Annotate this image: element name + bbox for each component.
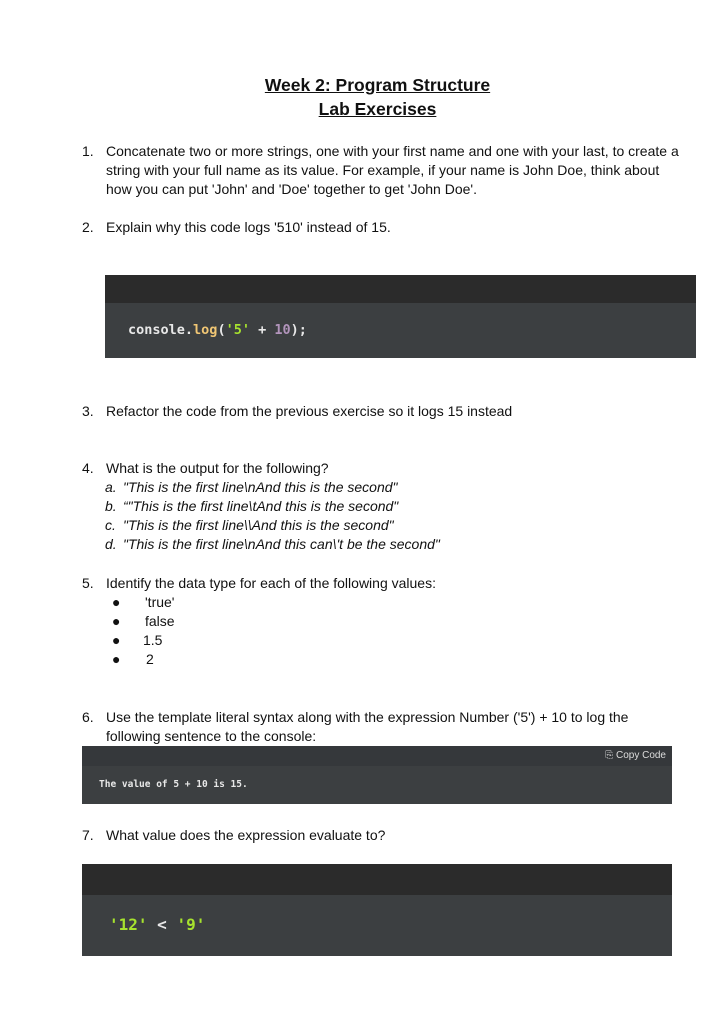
- question-number: 4.: [82, 460, 94, 476]
- sub-item-b: [105, 497, 398, 516]
- bullet-item: [112, 650, 154, 669]
- sub-item-letter: c.: [105, 517, 116, 533]
- code-number: 10: [274, 322, 291, 338]
- question-number: 7.: [82, 827, 94, 843]
- code-block-3: [82, 864, 672, 956]
- code-output-line: The value of 5 + 10 is 15.: [99, 779, 248, 790]
- bullet-text: 1.5: [143, 632, 163, 648]
- sub-item-text: “"This is the first line\tAnd this is the second": [123, 498, 399, 514]
- code-paren-open: (: [217, 322, 226, 338]
- bullet-icon: ●: [112, 613, 121, 629]
- question-number: 3.: [82, 403, 94, 419]
- code-block-header: [82, 746, 672, 766]
- code-function: log: [193, 322, 218, 338]
- code-line: [128, 322, 307, 338]
- sub-item-a: [105, 478, 398, 497]
- question-text: Refactor the code from the previous exercise so it logs 15 instead: [106, 403, 513, 419]
- question-number: 1.: [82, 143, 94, 159]
- sub-item-letter: b.: [105, 498, 117, 514]
- document-subtitle: Lab Exercises: [318, 99, 437, 119]
- code-string-left: '12': [109, 915, 148, 934]
- code-line: [109, 915, 205, 934]
- code-object: console: [128, 322, 185, 338]
- sub-item-text: "This is the first line\nAnd this is the second": [123, 479, 398, 495]
- bullet-item: [112, 593, 174, 612]
- document-title: Week 2: Program Structure: [264, 75, 491, 95]
- question-text: Explain why this code logs '510' instead of 15.: [106, 219, 391, 235]
- code-operator: +: [249, 322, 275, 338]
- copy-code-button[interactable]: [605, 750, 666, 761]
- copy-icon: ⎘: [605, 750, 616, 761]
- question-number: 6.: [82, 709, 94, 725]
- question-text: Concatenate two or more strings, one with your first name and one with your last, to create a string with your full name as its value. For example, if your name is John Doe, think about how you can put 'John' and 'Doe' together to get 'John Doe'.: [106, 143, 679, 197]
- code-dot: .: [184, 322, 194, 338]
- code-block-header: [82, 864, 672, 895]
- bullet-icon: ●: [112, 651, 121, 667]
- sub-item-c: [105, 516, 394, 535]
- copy-code-label: Copy Code: [615, 750, 666, 761]
- question-text: Use the template literal syntax along with the expression Number ('5') + 10 to log the following sentence to the console:: [106, 709, 629, 744]
- bullet-item: [112, 612, 175, 631]
- sub-item-text: "This is the first line\\And this is the second": [123, 517, 394, 533]
- code-block-2: [82, 746, 672, 804]
- sub-item-letter: a.: [105, 479, 117, 495]
- question-number: 5.: [82, 575, 94, 591]
- bullet-text: 'true': [145, 594, 175, 610]
- question-text: What is the output for the following?: [106, 460, 329, 476]
- sub-item-text: "This is the first line\nAnd this can\'t be the second": [123, 536, 440, 552]
- code-string-right: '9': [176, 915, 206, 934]
- sub-item-letter: d.: [105, 536, 117, 552]
- bullet-item: [112, 631, 162, 650]
- bullet-icon: ●: [112, 594, 121, 610]
- bullet-text: false: [145, 613, 175, 629]
- sub-item-d: [105, 535, 440, 554]
- bullet-text: 2: [146, 651, 154, 667]
- question-text: Identify the data type for each of the following values:: [106, 575, 436, 591]
- code-block-header: [105, 275, 696, 303]
- code-paren-close: );: [290, 322, 307, 338]
- code-block-1: [105, 275, 696, 358]
- question-number: 2.: [82, 219, 94, 235]
- bullet-icon: ●: [112, 632, 121, 648]
- code-string: '5': [225, 322, 250, 338]
- question-text: What value does the expression evaluate to?: [106, 827, 386, 843]
- code-operator: <: [147, 915, 177, 934]
